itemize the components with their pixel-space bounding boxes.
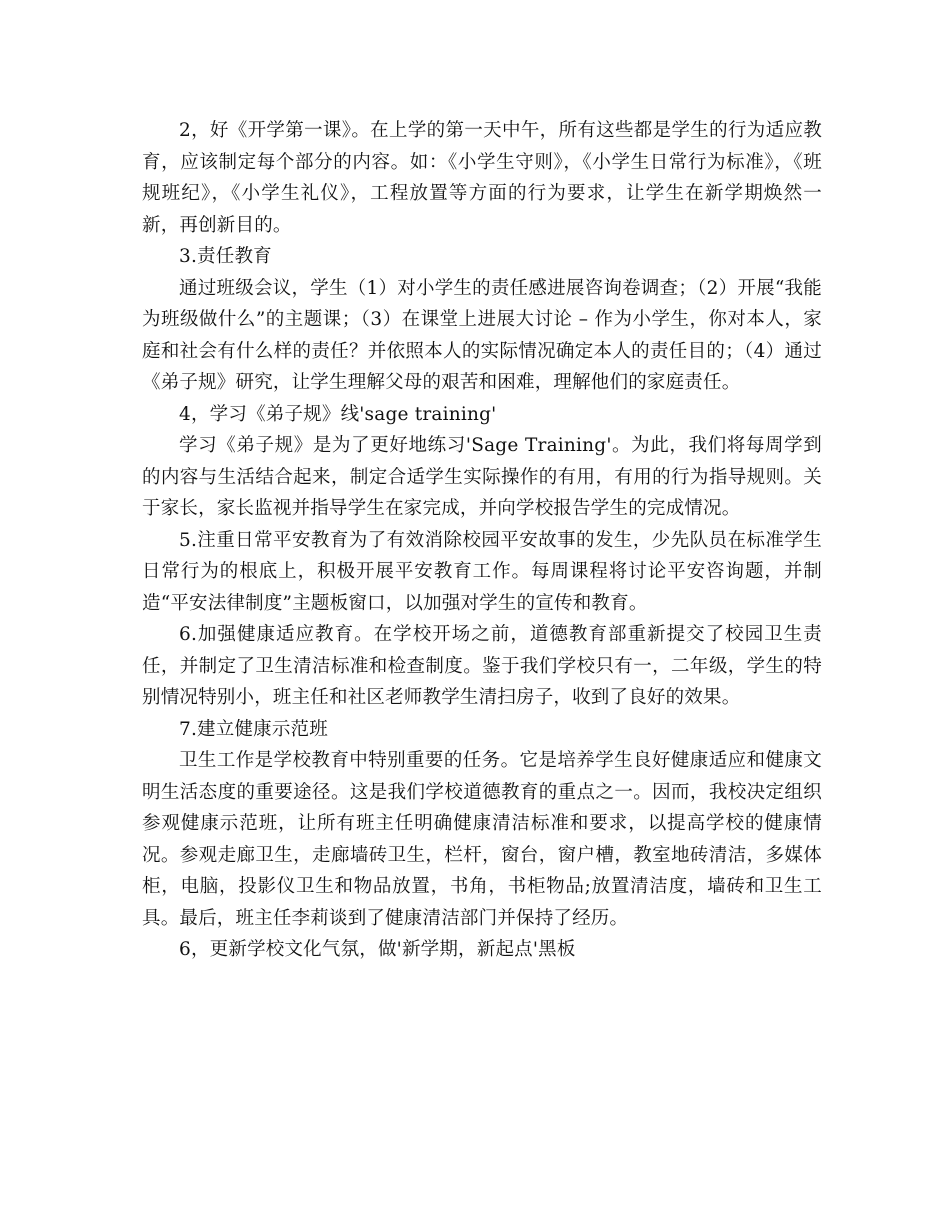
paragraph-safety-education: 5.注重日常平安教育为了有效消除校园平安故事的发生，少先队员在标准学生日常行为的根底上，积极开展平安教育工作。每周课程将讨论平安咨询题，并制造“平安法律制度”主题板窗口，以加强对学生的宣传和教育。 bbox=[142, 529, 822, 614]
paragraph-health-model-class: 卫生工作是学校教育中特别重要的任务。它是培养学生良好健康适应和健康文明生活态度的重要途径。这是我们学校道德教育的重点之一。因而，我校决定组织参观健康示范班，让所有班主任明确健康清洁标准和要求，以提高学校的健康情况。参观走廊卫生，走廊墙砖卫生，栏杆，窗台，窗户槽，教室地砖清洁，多媒体柜，电脑，投影仪卫生和物品放置，书角，书柜物品;放置清洁度，墙砖和卫生工具。最后，班主任李莉谈到了健康清洁部门并保持了经历。 bbox=[142, 750, 822, 929]
heading-health-model-class: 7.建立健康示范班 bbox=[179, 718, 328, 740]
heading-school-culture: 6，更新学校文化气氛，做'新学期，新起点'黑板 bbox=[179, 939, 576, 960]
paragraph-responsibility-education: 通过班级会议，学生（1）对小学生的责任感进展咨询卷调查；（2）开展“我能为班级做什么”的主题课；（3）在课堂上进展大讨论 – 作为小学生，你对本人，家庭和社会有什么样的责任？并依照本人的实际情况确定本人的责任目的；（4）通过《弟子规》研究，让学生理解父母的艰苦和困难，理解他们的家庭责任。 bbox=[142, 277, 822, 393]
paragraph-health-education: 6.加强健康适应教育。在学校开场之前，道德教育部重新提交了校园卫生责任，并制定了卫生清洁标准和检查制度。鉴于我们学校只有一，二年级，学生的特别情况特别小，班主任和社区老师教学生清扫房子，收到了良好的效果。 bbox=[142, 624, 822, 708]
heading-responsibility-education: 3.责任教育 bbox=[179, 246, 272, 267]
paragraph-sage-training: 学习《弟子规》是为了更好地练习'Sage Training'。为此，我们将每周学到的内容与生活结合起来，制定合适学生实际操作的有用，有用的行为指导规则。关于家长，家长监视并指导学生在家完成，并向学校报告学生的完成情况。 bbox=[142, 435, 822, 519]
heading-sage-training: 4，学习《弟子规》线'sage training' bbox=[179, 403, 497, 425]
document-body bbox=[142, 115, 822, 966]
paragraph-first-lesson: 2，好《开学第一课》。在上学的第一天中午，所有这些都是学生的行为适应教育，应该制定每个部分的内容。如：《小学生守则》，《小学生日常行为标准》，《班规班纪》，《小学生礼仪》，工程放置等方面的行为要求，让学生在新学期焕然一新，再创新目的。 bbox=[142, 120, 822, 236]
